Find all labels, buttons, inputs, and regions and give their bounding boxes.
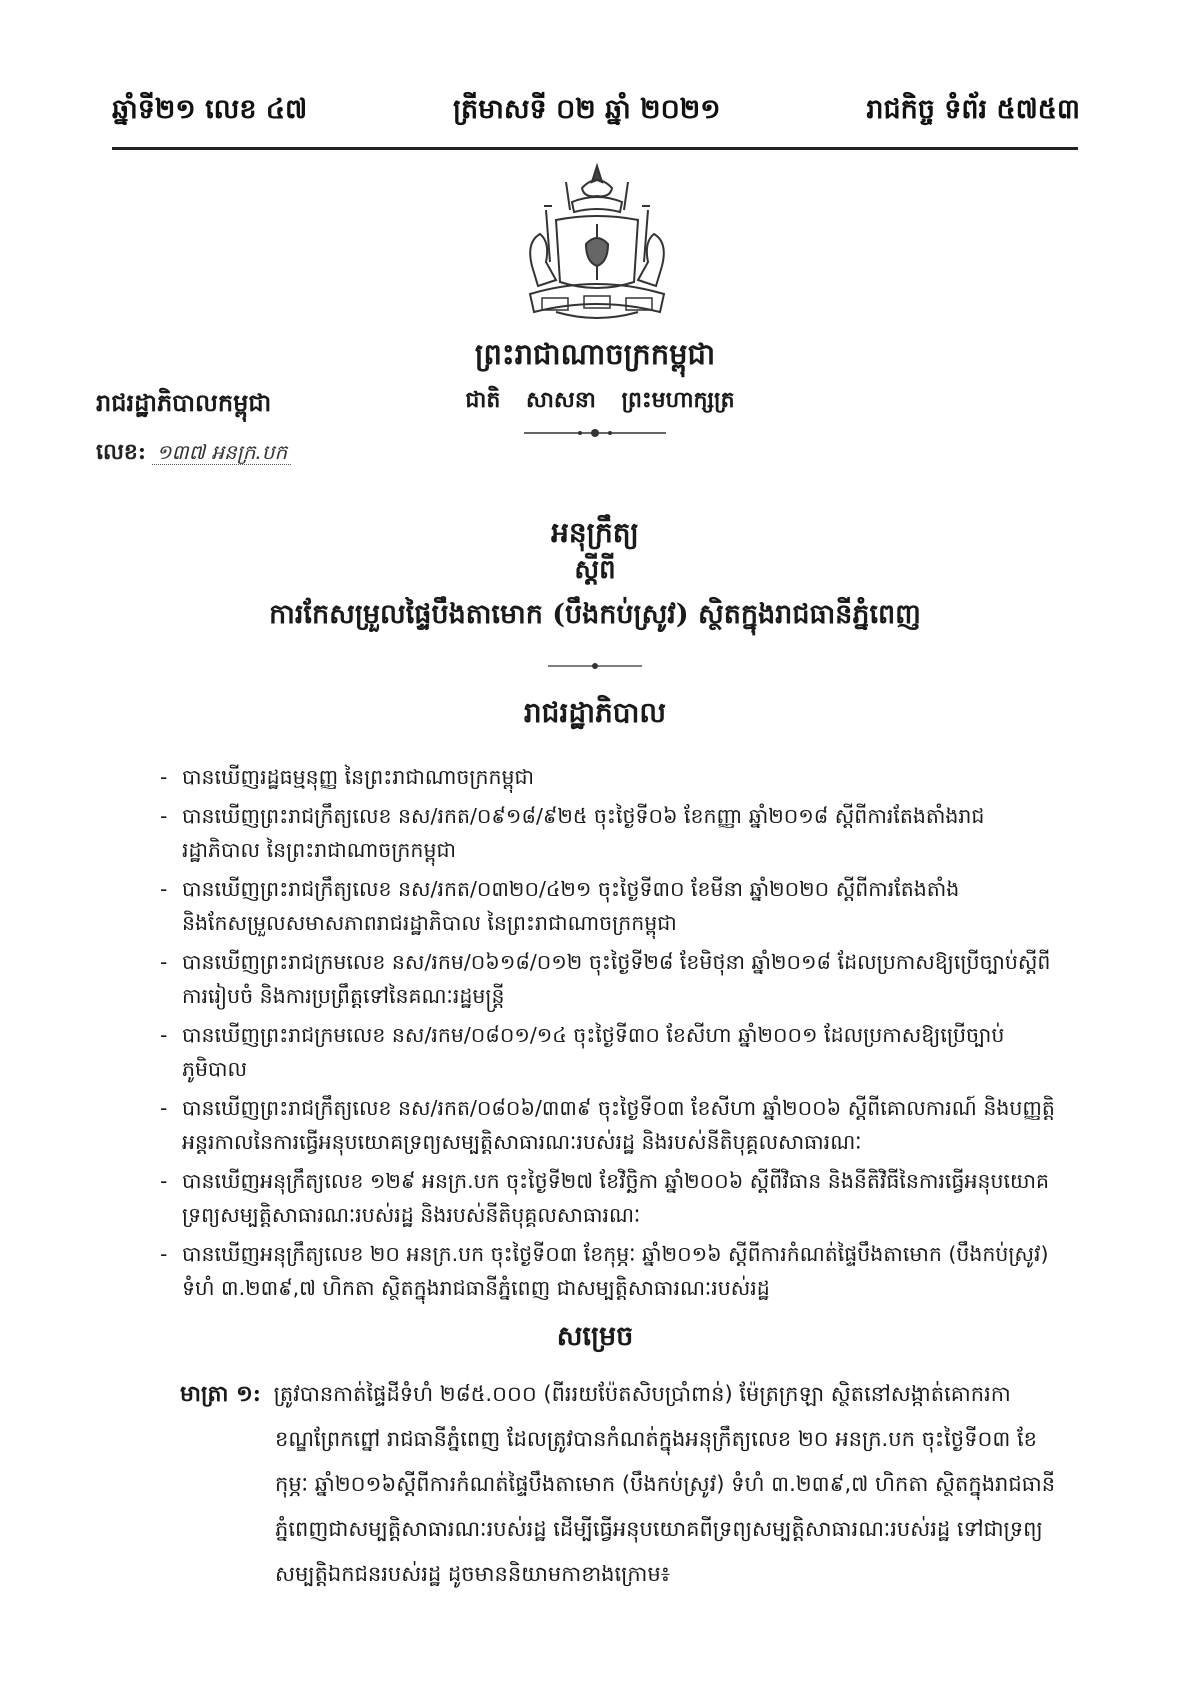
document-number-value: ១៣៧ អនក្រ.បក (152, 440, 291, 465)
article-1 (180, 1372, 1058, 1597)
recitals-list (160, 760, 1060, 1310)
article-1-label: មាត្រា ១: (180, 1381, 261, 1407)
article-1-first-line: ត្រូវបានកាត់ផ្ទៃដីទំហំ ២៨៥.០០០ (ពីររយប៉ែតសិបប្រាំពាន់) ម៉ែត្រក្រឡា ស្ថិតនៅសង្កាត់គោករកា (273, 1382, 1011, 1406)
title-ornament-divider (546, 660, 644, 672)
decision-heading: សម្រេច (556, 1321, 634, 1352)
article-1-body: ខណ្ឌព្រែកព្នៅ រាជធានីភ្នំពេញ ដែលត្រូវបានកំណត់ក្នុងអនុក្រឹត្យលេខ ២០ អនក្រ.បក ចុះថ្ងៃទី០៣ ខែកុម្ភៈ ឆ្នាំ២០១៦ស្តីពីការកំណត់ផ្ទៃបឹងតាមោក (បឹងកប់ស្រូវ) ទំហំ ៣.២៣៩,៧ ហិកតា ស្ថិតក្នុងរាជធានីភ្នំពេញជាសម្បត្តិសាធារណៈរបស់រដ្ឋ ដើម្បីធ្វើអនុបយោគពីទ្រព្យសម្បត្តិសាធារណៈរបស់រដ្ឋ ទៅជាទ្រព្យសម្បត្តិឯកជនរបស់រដ្ឋ ដូចមាននិយាមកាខាងក្រោម៖ (275, 1427, 1056, 1586)
document-number-label: លេខ: (96, 439, 147, 465)
header-page: រាជកិច្ច ទំព័រ ៥៧៥៣ (866, 93, 1080, 125)
recital-item: - បានឃើញព្រះរាជក្រមលេខ នស/រកម/០៨០១/១៤ ចុះថ្ងៃទី៣០ ខែសីហា ឆ្នាំ២០០១ ដែលប្រកាសឱ្យប្រើច្បាប់ភូមិបាល (160, 1018, 1060, 1086)
recital-item: - បានឃើញអនុក្រឹត្យលេខ ២០ អនក្រ.បក ចុះថ្ងៃទី០៣ ខែកុម្ភៈ ឆ្នាំ២០១៦ ស្តីពីការកំណត់ផ្ទៃបឹងតាមោក (បឹងកប់ស្រូវ) ទំហំ ៣.២៣៩,៧ ហិកតា ស្ថិតក្នុងរាជធានីភ្នំពេញ ជាសម្បត្តិសាធារណៈរបស់រដ្ឋ (160, 1237, 1060, 1305)
recital-item: - បានឃើញព្រះរាជក្រឹត្យលេខ នស/រកត/០៨០៦/៣៣៩ ចុះថ្ងៃទី០៣ ខែសីហា ឆ្នាំ២០០៦ ស្តីពីគោលការណ៍ និងបញ្ញត្តិអន្តរកាលនៃការធ្វើអនុបយោគទ្រព្យសម្បត្តិសាធារណៈរបស់រដ្ឋ និងរបស់នីតិបុគ្គលសាធារណៈ (160, 1091, 1060, 1159)
header-issue: ឆ្នាំទី២១ លេខ ៤៧ (112, 93, 308, 125)
gazette-header (112, 92, 1080, 132)
recital-item: - បានឃើញព្រះរាជក្រមលេខ នស/រកម/០៦១៨/០១២ ចុះថ្ងៃទី២៨ ខែមិថុនា ឆ្នាំ២០១៨ ដែលប្រកាសឱ្យប្រើច្បាប់ស្តីពីការរៀបចំ និងការប្រព្រឹត្តទៅនៃគណៈរដ្ឋមន្ត្រី (160, 945, 1060, 1013)
about-label: ស្តីពី (574, 555, 616, 585)
document-title: ការកែសម្រួលផ្ទៃបឹងតាមោក (បឹងកប់ស្រូវ) ស្ថិតក្នុងរាជធានីភ្នំពេញ (269, 599, 921, 630)
recital-item: - បានឃើញរដ្ឋធម្មនុញ្ញ នៃព្រះរាជាណាចក្រកម្ពុជា (160, 760, 1060, 794)
header-divider (112, 147, 1078, 150)
motto-ornament-divider (520, 426, 670, 440)
national-motto: ជាតិ សាសនា ព្រះមហាក្សត្រ (465, 387, 735, 413)
issuing-government: រាជរដ្ឋាភិបាលកម្ពុជា (96, 388, 272, 417)
kingdom-title: ព្រះរាជាណាចក្រកម្ពុជា (474, 337, 716, 371)
document-number (96, 438, 291, 470)
issuer-heading: រាជរដ្ឋាភិបាល (523, 696, 667, 729)
royal-coat-of-arms-emblem (516, 162, 678, 327)
recital-item: - បានឃើញព្រះរាជក្រឹត្យលេខ នស/រកត/០៩១៨/៩២៥ ចុះថ្ងៃទី០៦ ខែកញ្ញា ឆ្នាំ២០១៨ ស្តីពីការតែងតាំងរាជរដ្ឋាភិបាល នៃព្រះរាជាណាចក្រកម្ពុជា (160, 799, 1060, 867)
recital-item: - បានឃើញព្រះរាជក្រឹត្យលេខ នស/រកត/០៣២០/៤២១ ចុះថ្ងៃទី៣០ ខែមីនា ឆ្នាំ២០២០ ស្តីពីការតែងតាំង និងកែសម្រួលសមាសភាពរាជរដ្ឋាភិបាល នៃព្រះរាជាណាចក្រកម្ពុជា (160, 872, 1060, 940)
document-type: អនុក្រឹត្យ (551, 516, 639, 549)
recital-item: - បានឃើញអនុក្រឹត្យលេខ ១២៩ អនក្រ.បក ចុះថ្ងៃទី២៧ ខែវិច្ឆិកា ឆ្នាំ២០០៦ ស្តីពីវិធាន និងនីតិវិធីនៃការធ្វើអនុបយោគទ្រព្យសម្បត្តិសាធារណៈរបស់រដ្ឋ និងរបស់នីតិបុគ្គលសាធារណៈ (160, 1164, 1060, 1232)
header-quarter: ត្រីមាសទី ០២ ឆ្នាំ ២០២១ (452, 93, 721, 125)
